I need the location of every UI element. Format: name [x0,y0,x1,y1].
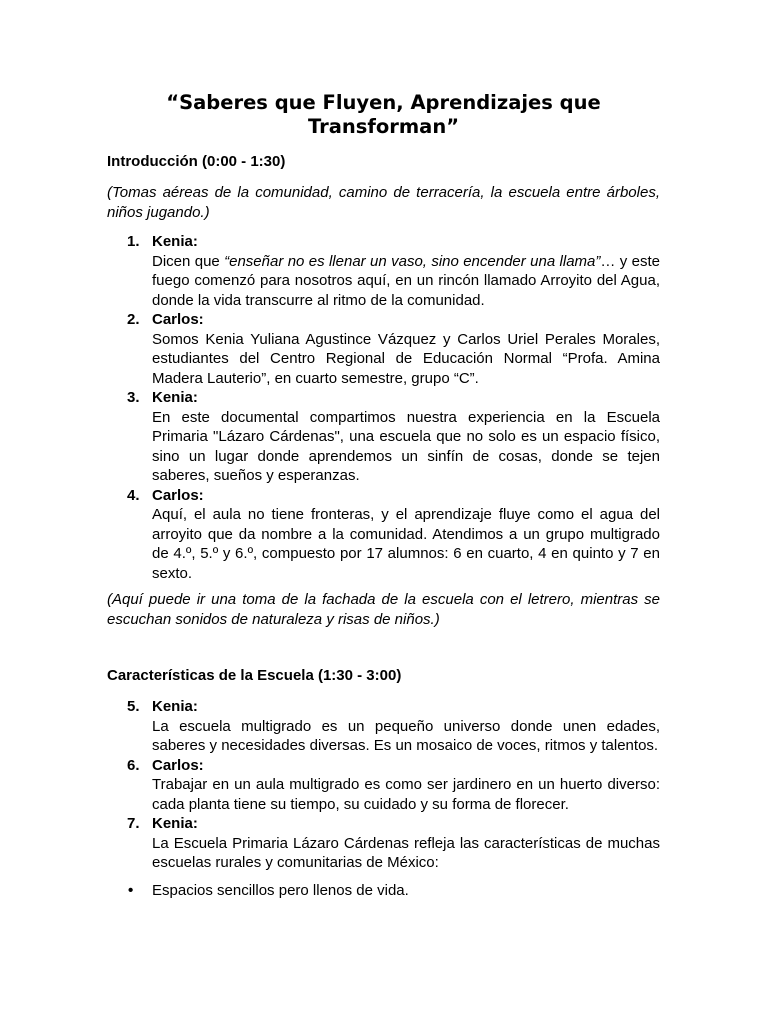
speaker-name: Kenia: [152,698,198,715]
dialogue-text: Aquí, el aula no tiene fronteras, y el aprendizaje fluye como el agua del arroyito que da nombre a la comunidad. Atendimos a un grupo multigrado de 4.º, 5.º y 6.º, compuesto por 17 alumnos: 6 en cuarto, 4 en quinto y 7 en sexto. [152,506,660,582]
speaker-name: Kenia: [152,389,198,406]
script-list-caracteristicas [127,697,660,873]
section-heading-caracteristicas: Características de la Escuela (1:30 - 3:00) [107,667,402,684]
script-item [127,388,660,486]
bullet-item [128,881,660,901]
script-item [127,310,660,388]
dialogue-text: La Escuela Primaria Lázaro Cárdenas refleja las características de muchas escuelas rurales y comunitarias de México: [152,834,660,871]
stage-direction-fachada: (Aquí puede ir una toma de la fachada de la escuela con el letrero, mientras se escuchan sonidos de naturaleza y risas de niños.) [107,591,660,628]
item-number: 7. [127,815,140,832]
dialogue-text: Trabajar en un aula multigrado es como ser jardinero en un huerto diverso: cada planta tiene su tiempo, su cuidado y su forma de florecer. [152,776,660,813]
bullet-text: Espacios sencillos pero llenos de vida. [152,882,409,899]
dialogue-text: En este documental compartimos nuestra experiencia en la Escuela Primaria "Lázaro Cárdenas", una escuela que no solo es un espacio físico, sino un lugar donde aprendemos un sinfín de cosas, donde se tejen saberes, sueños y esperanzas. [152,408,660,484]
script-item [127,756,660,815]
speaker-name: Carlos: [152,311,204,328]
stage-direction-intro: (Tomas aéreas de la comunidad, camino de terracería, la escuela entre árboles, niños jugando.) [107,184,660,221]
script-item [127,486,660,584]
dialogue-text: Somos Kenia Yuliana Agustince Vázquez y Carlos Uriel Perales Morales, estudiantes del Centro Regional de Educación Normal “Profa. Amina Madera Lauterio”, en cuarto semestre, grupo “C”. [152,330,660,387]
item-number: 5. [127,698,140,715]
item-number: 6. [127,756,140,774]
script-list-introduccion [127,232,660,583]
item-number: 4. [127,486,140,504]
speaker-name: Carlos: [152,486,204,504]
speaker-name: Kenia: [152,815,198,832]
speaker-name: Kenia: [152,233,198,250]
item-number: 1. [127,233,140,250]
section-heading-introduccion: Introducción (0:00 - 1:30) [107,153,286,170]
bullet-list-caracteristicas [128,881,660,901]
script-item [127,232,660,310]
dialogue-quote: “enseñar no es llenar un vaso, sino encender una llama” [224,252,601,270]
script-item [127,814,660,873]
dialogue-text [152,252,660,311]
dialogue-text: La escuela multigrado es un pequeño universo donde unen edades, saberes y necesidades diversas. Es un mosaico de voces, ritmos y talentos. [152,717,660,754]
document-title: “Saberes que Fluyen, Aprendizajes que Transforman” [166,91,601,138]
item-number: 2. [127,311,140,328]
item-number: 3. [127,389,140,406]
script-item [127,697,660,756]
bullet-mark: • [128,882,134,899]
speaker-name: Carlos: [152,756,204,774]
dialogue-prefix: Dicen que [152,252,225,270]
dialogue-suffix: … y este fuego comenzó para nosotros aquí, en un rincón llamado Arroyito del Agua, donde la vida transcurre al ritmo de la comunidad. [152,252,660,309]
